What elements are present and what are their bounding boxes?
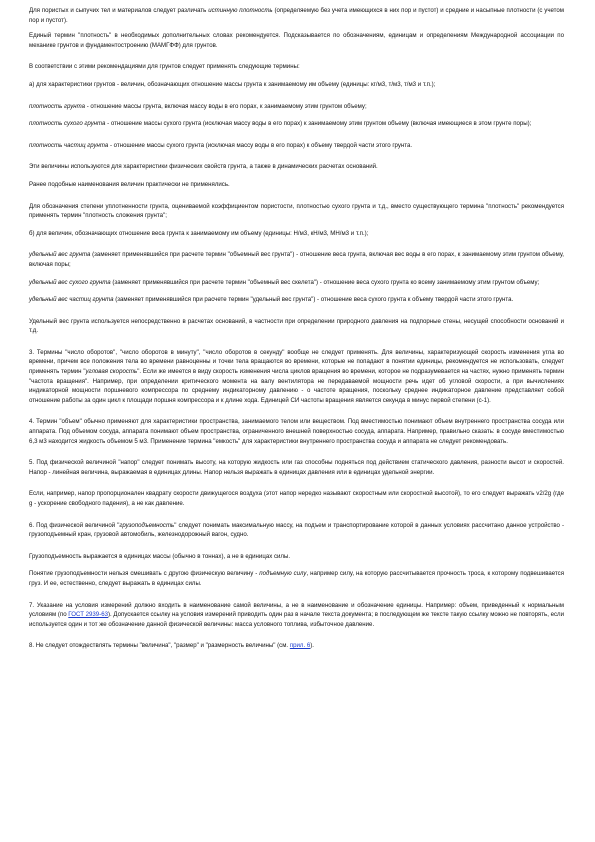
paragraph-section-4: 4. Термин "объем" обычно применяют для характеристики пространства, занимаемого телом или веществом. Под вместимостью понимают объем внутреннего пространства сосуда или аппарата. Под объемом сосуда, аппарата понимают объем пространства, ограниченного внешней поверхностью сосуда, аппарата. Например, правильно сказать: в сосуде вместимостью 6,3 м3 находится жидкость объемом 5 м3. Применение термина "емкость" для характеристики внутреннего пространства сосуда и аппарата не следует рекомендовать. xyxy=(29,418,564,445)
paragraph-capacity-units: Грузоподъемность выражается в единицах массы (обычно в тоннах), а не в единицах силы. xyxy=(29,552,291,560)
term-angular-velocity: угловая скорость xyxy=(85,368,138,376)
paragraph-dry-unit-weight: удельный вес сухого грунта (заменяет применявшийся при расчете термин "объемный вес скелета") - отношение веса сухого грунта ко всему занимаемому этим грунтом объему; xyxy=(29,278,540,286)
paragraph-soil-density: плотность грунта - отношение массы грунта, включая массу воды в его порах, к занимаемому этим грунтом объему; xyxy=(29,102,367,110)
paragraph-compaction: Для обозначения степени уплотненности грунта, оцениваемой коэффициентом пористости, плотностью сухого грунта и т.д., вместо существующего термина "плотность" рекомендуется применять термин "плотность сложения грунта"; xyxy=(29,202,564,220)
paragraph-section-8: 8. Не следует отождествлять термины "величина", "размер" и "размерность величины" (см. прил. 6). xyxy=(29,642,314,650)
term-dry-soil-density: плотность сухого грунта xyxy=(29,120,106,128)
paragraph-usage: Эти величины используются для характеристики физических свойств грунта, а также в динамических расчетах оснований. xyxy=(29,163,378,171)
paragraph-item-b: б) для величин, обозначающих отношение веса грунта к занимаемому им объему (единицы: Н/м3, кН/м3, МН/м3 и т.п.); xyxy=(29,229,369,237)
paragraph-item-a: а) для характеристики грунтов - величин, обозначающих отношение массы грунта к занимаемому им объему (единицы: кг/м3, т/м3, т/м3 и т.п.); xyxy=(29,80,436,88)
term-dry-unit-weight: удельный вес сухого грунта xyxy=(29,278,111,286)
paragraph-dry-soil-density: плотность сухого грунта - отношение массы сухого грунта (исключая массу воды в его порах) к занимаемому этим грунтом объему (включая имеющиеся в этом грунте поры); xyxy=(29,120,532,128)
paragraph-section-6: 6. Под физической величиной "грузоподъемность" следует понимать максимальную массу, на подъем и транспортирование которой в данных условиях рассчитано данное устройство - грузоподъемный кран, грузовой автомобиль, железнодорожный вагон, судно. xyxy=(29,521,564,539)
paragraph-particle-unit-weight: удельный вес частиц грунта (заменяет применявшийся при расчете термин "удельный вес грунта") - отношение веса сухого грунта к объему твердой части этого грунта. xyxy=(29,296,514,304)
term-unit-weight: удельный вес грунта xyxy=(29,251,91,259)
paragraph-lifting-force: Понятие грузоподъемности нельзя смешивать с другою физическую величину - подъемную силу, например силу, на которую рассчитывается прочность троса, к которому подвешивается груз. И ее, естественно, следует выражать в единицах силы. xyxy=(29,570,565,587)
paragraph-porous-density: Для пористых и сыпучих тел и материалов следует различать истинную плотность (определяемую без учета имеющихся в них пор и пустот) и средние и насыпные плотности (с учетом пор и пустот). xyxy=(29,7,564,24)
term-lifting-force: подъемную силу xyxy=(259,570,307,578)
term-particle-density: плотность частиц грунта xyxy=(29,141,109,149)
paragraph-unit-weight-usage: Удельный вес грунта используется непосредственно в расчетах оснований, в частности при определении природного давления на подпорные стены, несущей способности оснований и т.д. xyxy=(29,317,564,335)
paragraph-section-3: 3. Термины "число оборотов", "число оборотов в минуту", "число оборотов в секунду" вообще не следует применять. Для величины, характеризующей скорость изменения угла во времени, причем все положения тела во времени равноценны и точки тела вращаются во времени, которые не попадают в понятии единицы, рекомендуется не использовать, следует применять термин "угловая скорость". Если же имеется в виду скорость изменения числа циклов вращения во времени, которое не подразумевается на частях, нужно применять термин "частота вращения". Например, при определении критического момента на валу вентилятора не передаваемой мощности речь идет об угловой скорости, а при вычислениях индикаторной мощности поршневого компрессора по среднему индикаторному давлению - о частоте вращения, поскольку среднее индикаторное давление представляет собой отношение работы за один цикл к площади поршня компрессора и к длине хода. Единицей СИ частоты вращения является секунда в минус первой степени (с-1). xyxy=(29,348,564,404)
paragraph-section-5: 5. Под физической величиной "напор" следует понимать высоту, на которую жидкость или газ способны подняться под действием статического давления, разности высот и скоростей. Напор - линейная величина, выражаемая в единицах длины. Напор нельзя выражать в единицах давления или в единицах удельной энергии. xyxy=(29,459,564,476)
paragraph-unified-term: Единый термин "плотность" в необходимых дополнительных словах рекомендуется. Подсказывается по обозначениям, единицам и определениям Международной ассоциации по механике грунтов и фундаментостроению (МАМГФФ) для грунтов. xyxy=(29,32,564,49)
paragraph-previous-names: Ранее подобные наименования величин практически не применялись. xyxy=(29,180,230,188)
paragraph-recommendations: В соответствии с этими рекомендациями для грунтов следует применять следующие термины: xyxy=(29,63,300,71)
term-lifting-capacity: грузоподъемность xyxy=(119,521,175,529)
paragraph-velocity-head: Если, например, напор пропорционален квадрату скорости движущегося воздуха (этот напор нередко называют скоростным или скоростной высотой), то его следует выражать v2/2g (где g - ускорение свободного падения), а не как давление. xyxy=(29,490,564,507)
paragraph-particle-density: плотность частиц грунта - отношение массы сухого грунта (исключая массу воды в его порах) к объему твердой части этого грунта. xyxy=(29,141,413,149)
appendix-link[interactable]: прил. 6 xyxy=(289,642,311,650)
gost-link[interactable]: ГОСТ 2939-63 xyxy=(68,611,108,619)
term-soil-density: плотность грунта xyxy=(29,102,86,110)
term-particle-unit-weight: удельный вес частиц грунта xyxy=(29,296,114,304)
term-true-density: истинную плотность xyxy=(208,7,273,14)
paragraph-unit-weight: удельный вес грунта (заменяет применявшийся при расчете термин "объемный вес грунта") - отношение веса грунта, включая вес воды в его порах, к занимаемому этим грунтом объему, включая поры; xyxy=(29,251,564,268)
paragraph-section-7: 7. Указание на условия измерений должно входить в наименование самой величины, а не в наименование и обозначение единицы. Например: объем, приведенный к нормальным условиям (по ГОСТ 2939-63). Допускается ссылку на условия измерений приводить один раз в начале текста документа; в последующем же тексте такую ссылку можно не повторять, если используется один и тот же обозначение данной физической величины: масса условного топлива, избыточное давление. xyxy=(29,601,564,628)
document-page xyxy=(29,6,564,663)
